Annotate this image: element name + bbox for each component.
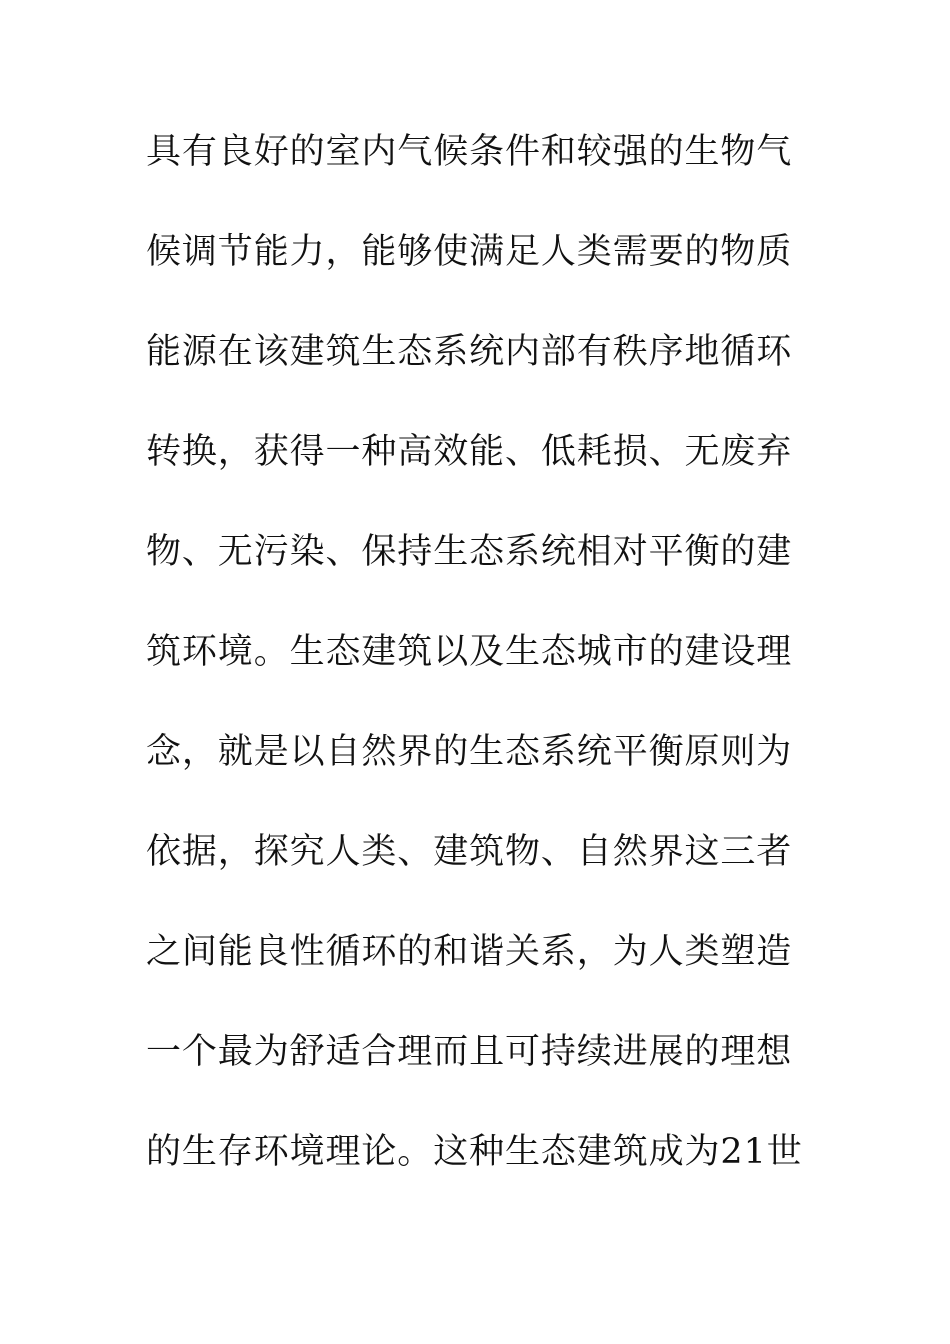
text-line: 之间能良性循环的和谐关系，为人类塑造	[146, 932, 793, 972]
text-line: 的生存环境理论。这种生态建筑成为21世	[146, 1132, 803, 1172]
text-line: 转换，获得一种高效能、低耗损、无废弃	[146, 432, 793, 472]
body-paragraph	[146, 122, 810, 1222]
text-line: 一个最为舒适合理而且可持续进展的理想	[146, 1032, 793, 1072]
text-line: 筑环境。生态建筑以及生态城市的建设理	[146, 632, 793, 672]
text-line: 依据，探究人类、建筑物、自然界这三者	[146, 832, 793, 872]
text-line: 具有良好的室内气候条件和较强的生物气	[146, 132, 793, 172]
text-line: 物、无污染、保持生态系统相对平衡的建	[146, 532, 793, 572]
text-line: 候调节能力，能够使满足人类需要的物质	[146, 232, 793, 272]
text-line: 能源在该建筑生态系统内部有秩序地循环	[146, 332, 793, 372]
text-line: 念，就是以自然界的生态系统平衡原则为	[146, 732, 793, 772]
